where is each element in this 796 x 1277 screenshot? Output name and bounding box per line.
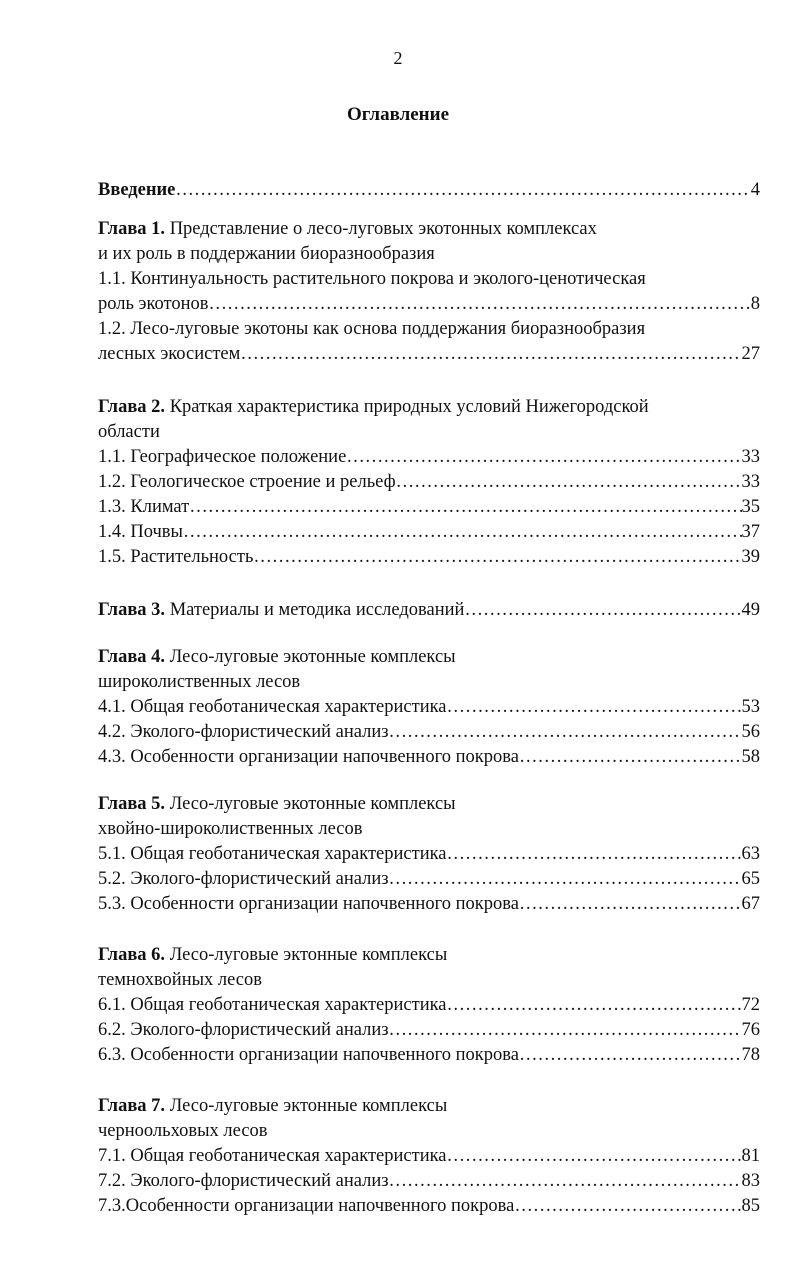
toc-page-number: 65: [741, 869, 760, 889]
toc-page-number: 49: [741, 600, 760, 620]
toc-entry-text: 6.3. Особенности организации напочвенного покрова: [98, 1045, 519, 1065]
dot-leader: [519, 892, 742, 917]
toc-entry-text: 7.3.Особенности организации напочвенного покрова: [98, 1196, 515, 1216]
toc-entry[interactable]: [98, 1144, 760, 1169]
chapter-title-continued: широколиственных лесов: [98, 672, 301, 692]
chapter-title: Лесо-луговые эктонные комплексы: [169, 945, 448, 965]
toc-chapter-2: [98, 395, 760, 570]
chapter-title: Лесо-луговые эктонные комплексы: [169, 1096, 448, 1116]
chapter-heading[interactable]: [98, 395, 760, 420]
chapter-heading[interactable]: [98, 598, 760, 623]
toc-entry-text[interactable]: 1.1. Континуальность растительного покрова и эколого-ценотическая: [98, 269, 646, 289]
dot-leader: [519, 1043, 742, 1068]
dot-leader: [447, 695, 742, 720]
toc-entry[interactable]: [98, 993, 760, 1018]
chapter-label: Глава 7.: [98, 1096, 166, 1116]
chapter-heading[interactable]: [98, 645, 760, 670]
toc-page-number: 37: [741, 522, 760, 542]
chapter-title-continued: и их роль в поддержании биоразнообразия: [98, 244, 435, 264]
toc-page-number: 58: [741, 747, 760, 767]
dot-leader: [447, 993, 742, 1018]
toc-page-number: 76: [741, 1020, 760, 1040]
toc-page-number: 35: [741, 497, 760, 517]
dot-leader: [183, 520, 742, 545]
dot-leader: [447, 1144, 742, 1169]
toc-page-number: 33: [741, 447, 760, 467]
dot-leader: [396, 470, 742, 495]
toc-entry-text: 5.3. Особенности организации напочвенного покрова: [98, 894, 519, 914]
toc-entry[interactable]: [98, 892, 760, 917]
toc-page-number: 85: [741, 1196, 760, 1216]
dot-leader: [464, 598, 741, 623]
chapter-heading[interactable]: [98, 943, 760, 968]
chapter-label: Глава 4.: [98, 647, 166, 667]
chapter-title-continued: черноольховых лесов: [98, 1121, 268, 1141]
chapter-label: Глава 6.: [98, 945, 166, 965]
toc-entry[interactable]: [98, 695, 760, 720]
toc-section-intro: [98, 178, 760, 203]
toc-entry[interactable]: [98, 292, 760, 317]
toc-entry[interactable]: [98, 342, 760, 367]
toc-entry-text: 4.1. Общая геоботаническая характеристика: [98, 697, 447, 717]
toc-entry[interactable]: [98, 495, 760, 520]
dot-leader: [514, 1194, 741, 1219]
toc-chapter-3: [98, 598, 760, 623]
toc-entry[interactable]: [98, 1043, 760, 1068]
dot-leader: [389, 1169, 742, 1194]
dot-leader: [346, 445, 741, 470]
toc-entry-text: 1.3. Климат: [98, 497, 190, 517]
chapter-title: Краткая характеристика природных условий Нижегородской: [169, 397, 649, 417]
toc-entry-text: 6.1. Общая геоботаническая характеристика: [98, 995, 447, 1015]
toc-page-number: 56: [741, 722, 760, 742]
toc-entry-text: 7.1. Общая геоботаническая характеристика: [98, 1146, 447, 1166]
chapter-title-continued: области: [98, 422, 160, 442]
chapter-label: Глава 2.: [98, 397, 166, 417]
toc-page-number: 83: [741, 1171, 760, 1191]
toc-chapter-5: [98, 792, 760, 917]
chapter-title-continued: темнохвойных лесов: [98, 970, 263, 990]
toc-entry-label: Введение: [98, 180, 176, 200]
toc-entry[interactable]: [98, 520, 760, 545]
dot-leader: [240, 342, 741, 367]
toc-entry[interactable]: [98, 445, 760, 470]
toc-entry[interactable]: [98, 470, 760, 495]
toc-entry[interactable]: [98, 1169, 760, 1194]
toc-page-number: 67: [741, 894, 760, 914]
chapter-title: Представление о лесо-луговых экотонных комплексах: [169, 219, 597, 239]
chapter-label: Глава 3.: [98, 600, 166, 620]
toc-page-number: 53: [741, 697, 760, 717]
toc-entry-text: 1.5. Растительность: [98, 547, 254, 567]
toc-chapter-4: [98, 645, 760, 770]
toc-entry-text: 7.2. Эколого-флористический анализ: [98, 1171, 389, 1191]
toc-entry-text[interactable]: 1.2. Лесо-луговые экотоны как основа поддержания биоразнообразия: [98, 319, 646, 339]
toc-page-number: 72: [741, 995, 760, 1015]
toc-entry[interactable]: [98, 1018, 760, 1043]
page-number: 2: [393, 48, 403, 68]
toc-page-number: 63: [741, 844, 760, 864]
dot-leader: [389, 720, 742, 745]
toc-entry-text: роль экотонов: [98, 294, 209, 314]
chapter-title: Лесо-луговые экотонные комплексы: [169, 794, 456, 814]
toc-entry[interactable]: [98, 745, 760, 770]
toc-entry-text: 4.2. Эколого-флористический анализ: [98, 722, 389, 742]
dot-leader: [209, 292, 751, 317]
toc-title: Оглавление: [346, 104, 450, 125]
chapter-heading[interactable]: [98, 217, 760, 242]
toc-entry[interactable]: [98, 867, 760, 892]
dot-leader: [253, 545, 741, 570]
dot-leader: [175, 178, 750, 203]
toc-entry-text: 1.4. Почвы: [98, 522, 183, 542]
chapter-title: Материалы и методика исследований: [169, 600, 465, 620]
table-of-contents: [98, 178, 760, 1241]
toc-page-number: 8: [750, 294, 760, 314]
toc-chapter-6: [98, 943, 760, 1068]
toc-entry-intro[interactable]: [98, 178, 760, 203]
chapter-title: Лесо-луговые экотонные комплексы: [169, 647, 456, 667]
chapter-heading[interactable]: [98, 1094, 760, 1119]
toc-entry-text: лесных экосистем: [98, 344, 241, 364]
toc-page-number: 27: [741, 344, 760, 364]
toc-chapter-7: [98, 1094, 760, 1219]
dot-leader: [389, 1018, 742, 1043]
chapter-title-continued: хвойно-широколиственных лесов: [98, 819, 363, 839]
toc-page-number: 81: [741, 1146, 760, 1166]
toc-entry[interactable]: [98, 842, 760, 867]
toc-page-number: 78: [741, 1045, 760, 1065]
dot-leader: [447, 842, 742, 867]
toc-entry-text: 5.2. Эколого-флористический анализ: [98, 869, 389, 889]
dot-leader: [189, 495, 741, 520]
toc-entry-text: 4.3. Особенности организации напочвенного покрова: [98, 747, 519, 767]
toc-entry[interactable]: [98, 545, 760, 570]
toc-entry[interactable]: [98, 1194, 760, 1219]
dot-leader: [389, 867, 742, 892]
toc-entry[interactable]: [98, 720, 760, 745]
toc-chapter-1: [98, 217, 760, 367]
chapter-heading[interactable]: [98, 792, 760, 817]
dot-leader: [519, 745, 742, 770]
toc-page-number: 39: [741, 547, 760, 567]
toc-entry-text: 5.1. Общая геоботаническая характеристика: [98, 844, 447, 864]
chapter-label: Глава 5.: [98, 794, 166, 814]
chapter-label: Глава 1.: [98, 219, 166, 239]
toc-page-number: 33: [741, 472, 760, 492]
toc-entry-text: 1.1. Географическое положение: [98, 447, 347, 467]
toc-entry-text: 1.2. Геологическое строение и рельеф: [98, 472, 396, 492]
toc-entry-text: 6.2. Эколого-флористический анализ: [98, 1020, 389, 1040]
toc-page-number: 4: [750, 180, 760, 200]
